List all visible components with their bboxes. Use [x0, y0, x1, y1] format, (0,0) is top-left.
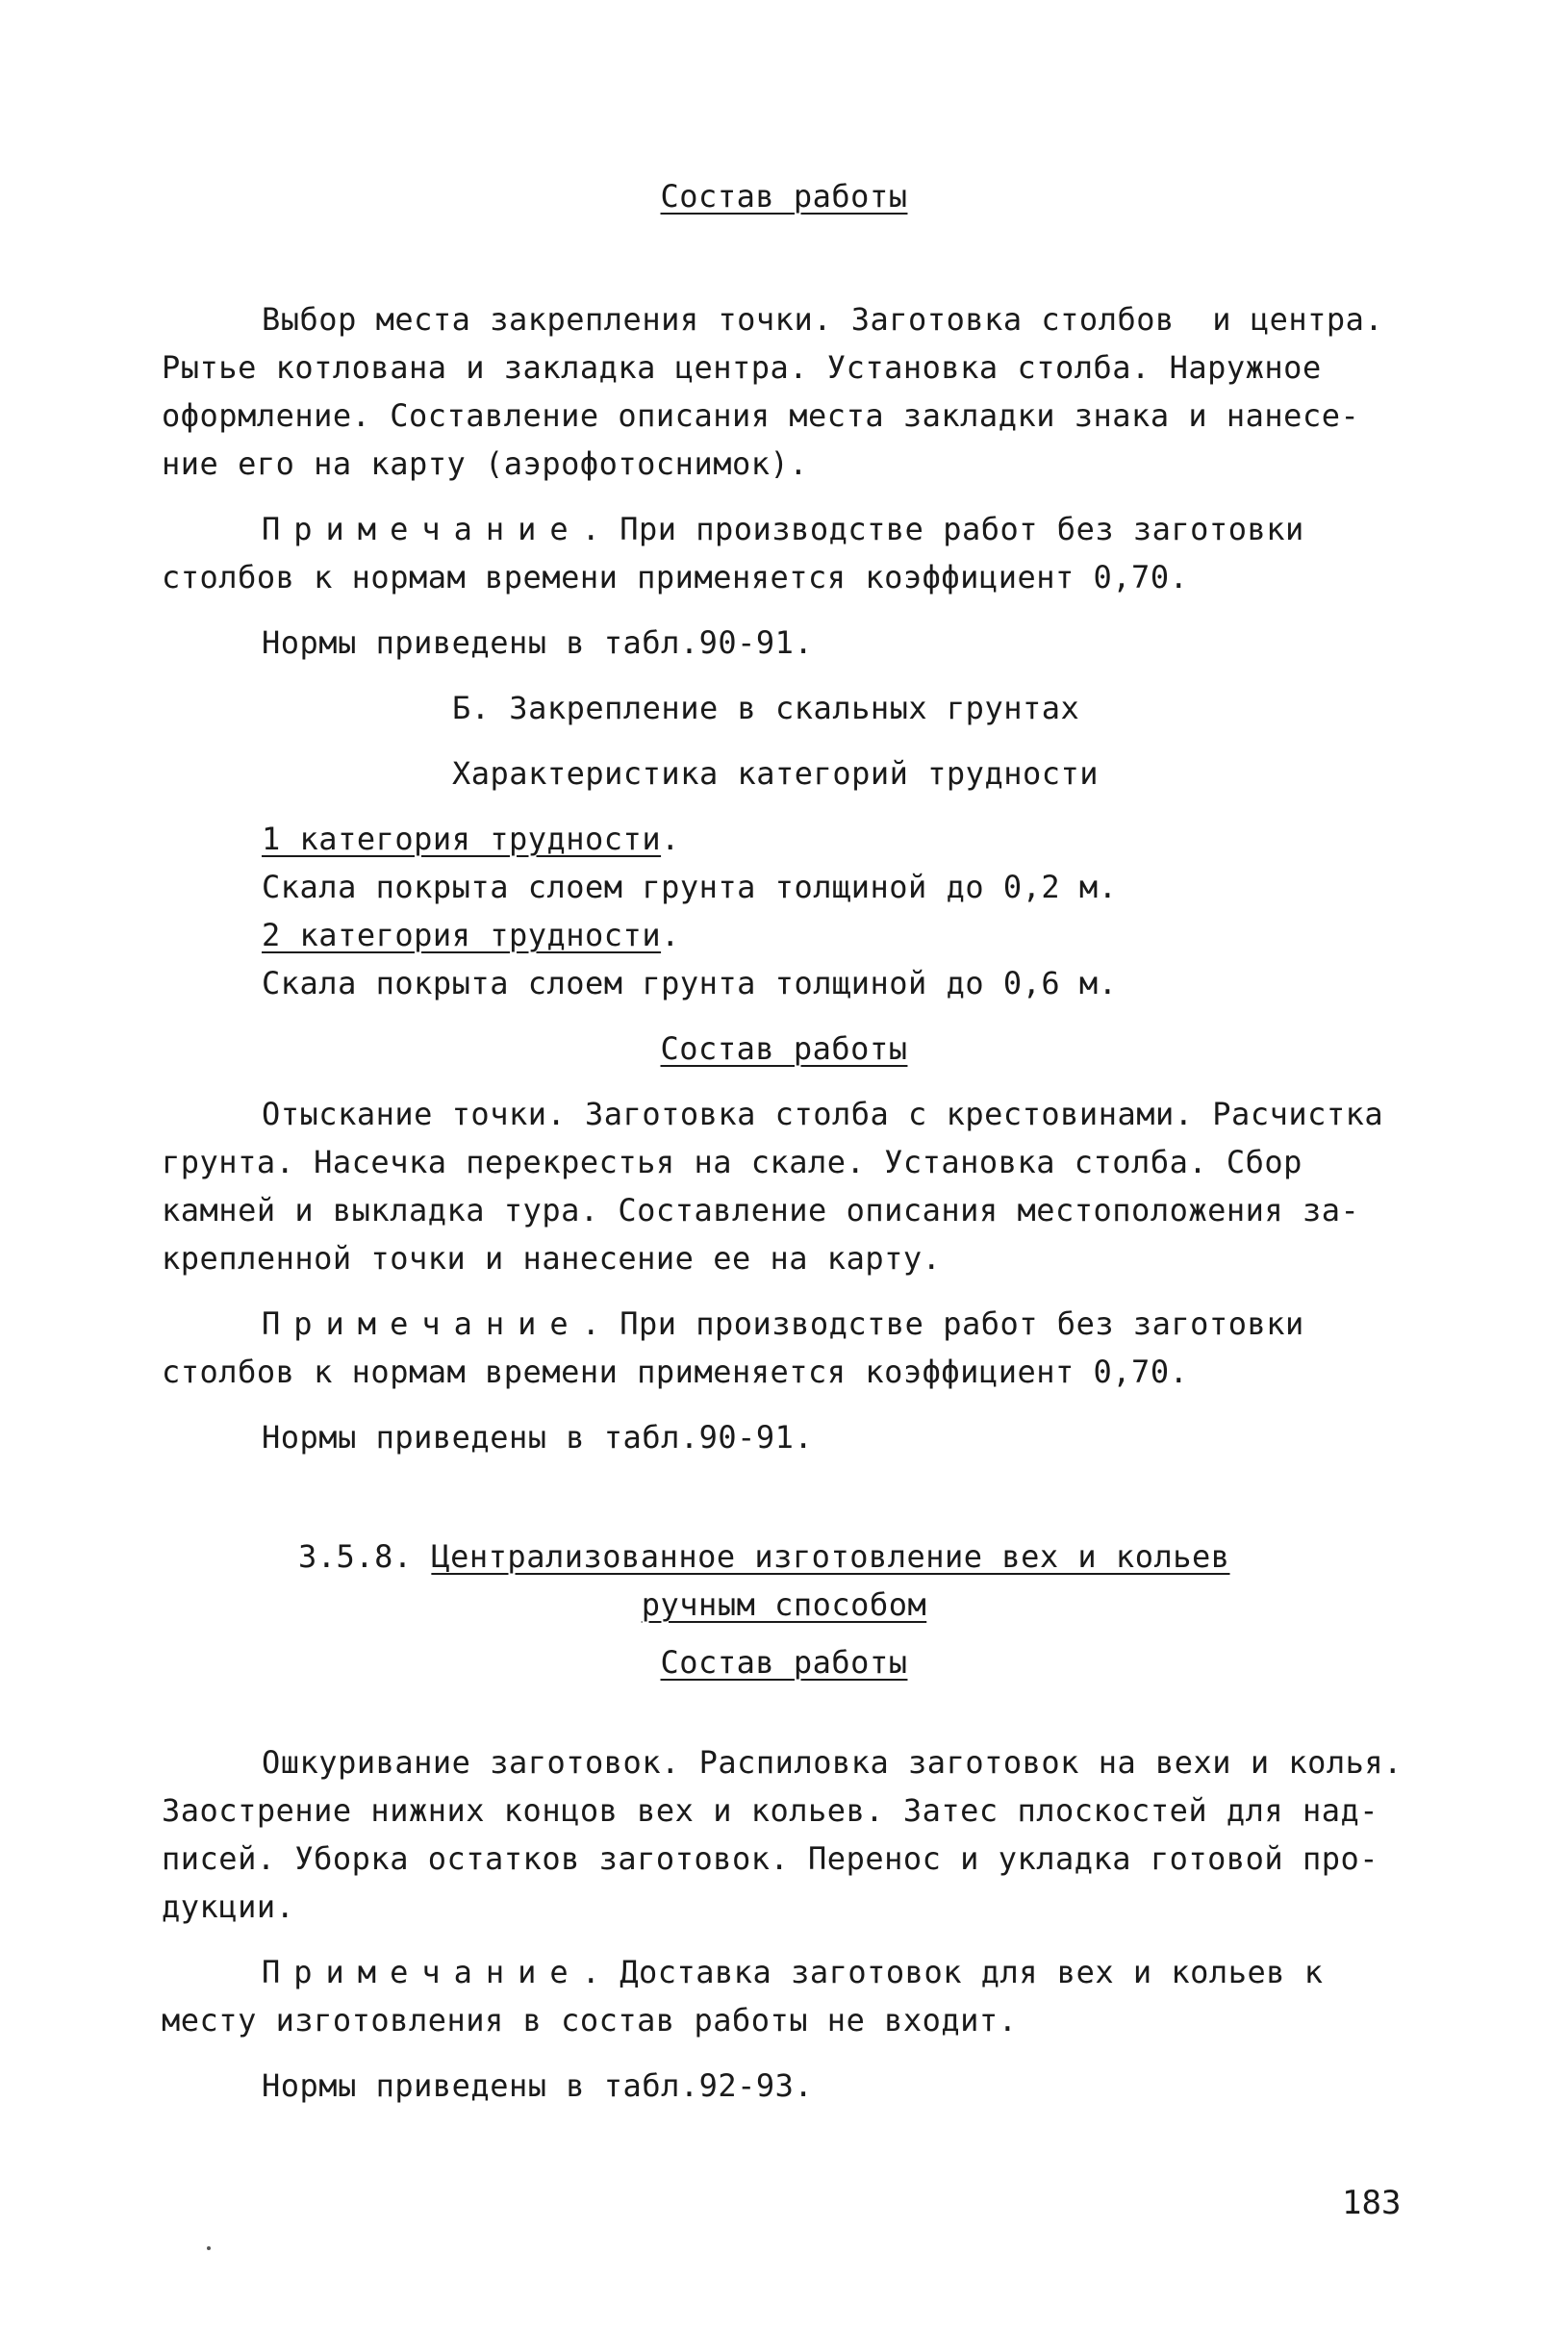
para3-line3: писей. Уборка остатков заготовок. Перенос и укладка готовой про- — [162, 1840, 1378, 1877]
norms1: Нормы приведены в табл.90-91. — [262, 624, 814, 661]
category1-title: 1 категория трудности. — [262, 821, 680, 857]
note1-text: . При производстве работ без заготовки — [581, 511, 1304, 547]
para2-line3: камней и выкладка тура. Составление описания местоположения за- — [162, 1192, 1360, 1228]
heading-work-composition-1: Состав работы — [660, 178, 908, 215]
note2-line2: столбов к нормам времени применяется коэффициент 0,70. — [162, 1354, 1189, 1390]
norms2: Нормы приведены в табл.90-91. — [262, 1419, 814, 1456]
note1-label: Примечание — [262, 511, 582, 547]
note1-line2: столбов к нормам времени применяется коэффициент 0,70. — [162, 559, 1189, 595]
note1-line1 — [262, 510, 1304, 548]
note2-text: . При производстве работ без заготовки — [581, 1305, 1304, 1342]
norms3: Нормы приведены в табл.92-93. — [262, 2067, 814, 2104]
note2-line1 — [262, 1304, 1304, 1343]
section-b-title: Б. Закрепление в скальных грунтах — [452, 690, 1080, 726]
scan-speck — [207, 2246, 211, 2250]
heading-work-composition-2: Состав работы — [660, 1030, 908, 1067]
note2-label: Примечание — [262, 1305, 582, 1342]
category1-text: Скала покрыта слоем грунта толщиной до 0,2 м. — [262, 869, 1118, 905]
category2-text: Скала покрыта слоем грунта толщиной до 0,6 м. — [262, 965, 1118, 1001]
para2-line4: крепленной точки и нанесение ее на карту. — [162, 1240, 942, 1277]
page-number: 183 — [1342, 2184, 1402, 2222]
para3-line4: дукции. — [162, 1888, 295, 1925]
section-358-title-line1 — [298, 1537, 1230, 1576]
note3-label: Примечание — [262, 1954, 582, 1990]
section-358-number: 3.5.8. — [298, 1538, 413, 1575]
note3-line1 — [262, 1953, 1324, 1991]
heading-work-composition-3: Состав работы — [660, 1644, 908, 1681]
para2-line1: Отыскание точки. Заготовка столба с крестовинами. Расчистка — [262, 1096, 1384, 1132]
note3-text: . Доставка заготовок для вех и кольев к — [581, 1954, 1324, 1990]
para1-line2: Рытье котлована и закладка центра. Установка столба. Наружное — [162, 349, 1322, 386]
category2-title: 2 категория трудности. — [262, 917, 680, 953]
para3-line2: Заострение нижних концов вех и кольев. Затес плоскостей для над- — [162, 1792, 1378, 1829]
section-358-title: Централизованное изготовление вех и кольев — [431, 1538, 1230, 1575]
para3-line1: Ошкуривание заготовок. Распиловка заготовок на вехи и колья. — [262, 1744, 1403, 1781]
para1-line1: Выбор места закрепления точки. Заготовка столбов и центра. — [262, 301, 1384, 338]
note3-line2: месту изготовления в состав работы не входит. — [162, 2002, 1018, 2039]
section-358-title-line2: ручным способом — [641, 1586, 927, 1623]
para1-line3: оформление. Составление описания места закладки знака и нанесе- — [162, 397, 1360, 434]
para2-line2: грунта. Насечка перекрестья на скале. Установка столба. Сбор — [162, 1144, 1302, 1180]
para1-line4: ние его на карту (аэрофотоснимок). — [162, 445, 809, 482]
difficulty-characteristics-title: Характеристика категорий трудности — [452, 755, 1100, 792]
